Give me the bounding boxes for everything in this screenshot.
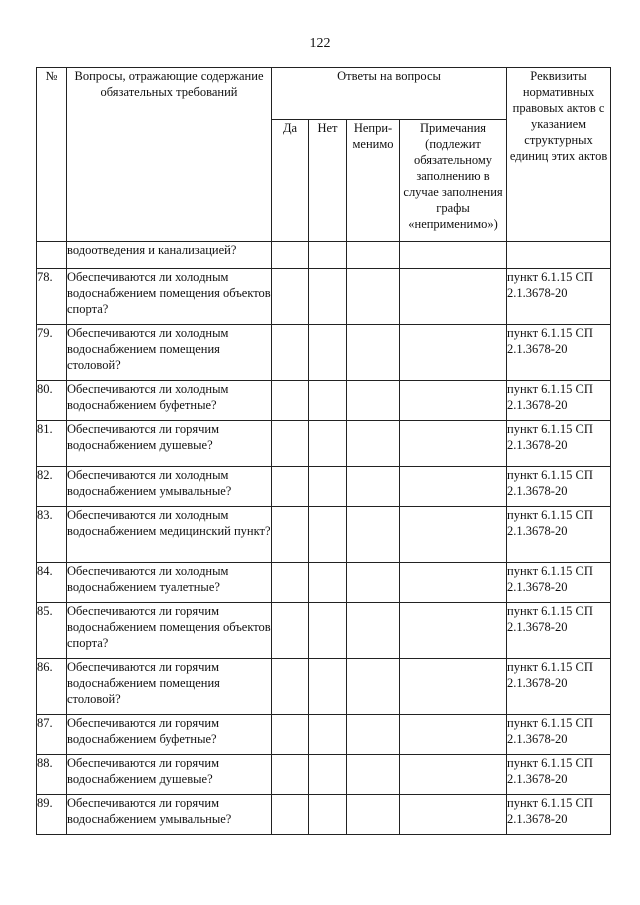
answer-yes-cell[interactable]	[272, 242, 309, 269]
answer-yes-cell[interactable]	[272, 325, 309, 381]
continuation-row	[37, 242, 611, 269]
header-no: Нет	[309, 120, 347, 242]
table-row	[37, 603, 611, 659]
row-requisites: пункт 6.1.15 СП 2.1.3678-20	[507, 795, 611, 835]
answer-no-cell[interactable]	[309, 715, 347, 755]
row-number: 89.	[37, 795, 67, 835]
table-row	[37, 795, 611, 835]
table-row	[37, 563, 611, 603]
answer-yes-cell[interactable]	[272, 467, 309, 507]
table-row	[37, 755, 611, 795]
answer-yes-cell[interactable]	[272, 269, 309, 325]
notes-cell[interactable]	[400, 381, 507, 421]
notes-cell[interactable]	[400, 269, 507, 325]
row-number: 83.	[37, 507, 67, 563]
answer-na-cell[interactable]	[347, 242, 400, 269]
row-number: 82.	[37, 467, 67, 507]
table-header	[37, 68, 611, 242]
page-number: 122	[309, 36, 331, 51]
row-question: Обеспечиваются ли горячим водоснабжением умывальные?	[67, 795, 272, 835]
table-row	[37, 467, 611, 507]
header-yes: Да	[272, 120, 309, 242]
header-requisites: Реквизиты нормативных правовых актов с указанием структурных единиц этих актов	[507, 68, 611, 242]
answer-yes-cell[interactable]	[272, 603, 309, 659]
row-number: 80.	[37, 381, 67, 421]
notes-cell[interactable]	[400, 755, 507, 795]
answer-yes-cell[interactable]	[272, 715, 309, 755]
notes-cell[interactable]	[400, 603, 507, 659]
row-question: Обеспечиваются ли холодным водоснабжением туалетные?	[67, 563, 272, 603]
answer-na-cell[interactable]	[347, 795, 400, 835]
notes-cell[interactable]	[400, 242, 507, 269]
table-row	[37, 421, 611, 467]
answer-no-cell[interactable]	[309, 563, 347, 603]
notes-cell[interactable]	[400, 563, 507, 603]
row-question: Обеспечиваются ли холодным водоснабжением буфетные?	[67, 381, 272, 421]
answer-na-cell[interactable]	[347, 659, 400, 715]
row-question: Обеспечиваются ли горячим водоснабжением помещения объектов спорта?	[67, 603, 272, 659]
header-question: Вопросы, отражающие содержание обязательных требований	[67, 68, 272, 242]
table-row	[37, 269, 611, 325]
row-number: 85.	[37, 603, 67, 659]
notes-cell[interactable]	[400, 421, 507, 467]
row-requisites: пункт 6.1.15 СП 2.1.3678-20	[507, 507, 611, 563]
answer-no-cell[interactable]	[309, 421, 347, 467]
row-requisites: пункт 6.1.15 СП 2.1.3678-20	[507, 603, 611, 659]
answer-na-cell[interactable]	[347, 715, 400, 755]
requisites-cell	[507, 242, 611, 269]
row-requisites: пункт 6.1.15 СП 2.1.3678-20	[507, 659, 611, 715]
notes-cell[interactable]	[400, 659, 507, 715]
row-number: 86.	[37, 659, 67, 715]
row-number: 87.	[37, 715, 67, 755]
answer-na-cell[interactable]	[347, 603, 400, 659]
answer-no-cell[interactable]	[309, 467, 347, 507]
row-number: 78.	[37, 269, 67, 325]
answer-no-cell[interactable]	[309, 755, 347, 795]
row-requisites: пункт 6.1.15 СП 2.1.3678-20	[507, 269, 611, 325]
row-number: 88.	[37, 755, 67, 795]
row-question: Обеспечиваются ли горячим водоснабжением буфетные?	[67, 715, 272, 755]
row-question: Обеспечиваются ли холодным водоснабжением умывальные?	[67, 467, 272, 507]
answer-na-cell[interactable]	[347, 269, 400, 325]
notes-cell[interactable]	[400, 507, 507, 563]
answer-na-cell[interactable]	[347, 421, 400, 467]
row-question: Обеспечиваются ли горячим водоснабжением душевые?	[67, 421, 272, 467]
row-number: 84.	[37, 563, 67, 603]
table-row	[37, 325, 611, 381]
table-row	[37, 659, 611, 715]
answer-no-cell[interactable]	[309, 795, 347, 835]
row-requisites: пункт 6.1.15 СП 2.1.3678-20	[507, 421, 611, 467]
answer-na-cell[interactable]	[347, 467, 400, 507]
answer-no-cell[interactable]	[309, 659, 347, 715]
answer-na-cell[interactable]	[347, 507, 400, 563]
row-requisites: пункт 6.1.15 СП 2.1.3678-20	[507, 755, 611, 795]
answer-na-cell[interactable]	[347, 381, 400, 421]
answer-na-cell[interactable]	[347, 755, 400, 795]
checklist-table	[36, 67, 611, 835]
table-row	[37, 381, 611, 421]
notes-cell[interactable]	[400, 325, 507, 381]
answer-yes-cell[interactable]	[272, 507, 309, 563]
table-row	[37, 507, 611, 563]
row-requisites: пункт 6.1.15 СП 2.1.3678-20	[507, 563, 611, 603]
header-not-applicable: Непри-менимо	[347, 120, 400, 242]
answer-yes-cell[interactable]	[272, 563, 309, 603]
answer-yes-cell[interactable]	[272, 795, 309, 835]
answer-no-cell[interactable]	[309, 603, 347, 659]
answer-yes-cell[interactable]	[272, 421, 309, 467]
row-requisites: пункт 6.1.15 СП 2.1.3678-20	[507, 381, 611, 421]
header-number: №	[37, 68, 67, 242]
table-row	[37, 715, 611, 755]
header-answers: Ответы на вопросы	[272, 68, 507, 120]
table-body	[37, 242, 611, 835]
row-number: 81.	[37, 421, 67, 467]
continuation-num-cell	[37, 242, 67, 269]
row-number: 79.	[37, 325, 67, 381]
answer-na-cell[interactable]	[347, 325, 400, 381]
row-requisites: пункт 6.1.15 СП 2.1.3678-20	[507, 715, 611, 755]
row-question: Обеспечиваются ли горячим водоснабжением помещения столовой?	[67, 659, 272, 715]
answer-no-cell[interactable]	[309, 325, 347, 381]
header-notes: Примечания (подлежит обязательному заполнению в случае заполнения графы «неприменимо»)	[400, 120, 507, 242]
row-requisites: пункт 6.1.15 СП 2.1.3678-20	[507, 467, 611, 507]
row-question: Обеспечиваются ли холодным водоснабжением помещения объектов спорта?	[67, 269, 272, 325]
answer-no-cell[interactable]	[309, 381, 347, 421]
answer-no-cell[interactable]	[309, 269, 347, 325]
row-question: Обеспечиваются ли холодным водоснабжением помещения столовой?	[67, 325, 272, 381]
answer-yes-cell[interactable]	[272, 755, 309, 795]
answer-no-cell[interactable]	[309, 507, 347, 563]
row-question: Обеспечиваются ли холодным водоснабжением медицинский пункт?	[67, 507, 272, 563]
row-question: Обеспечиваются ли горячим водоснабжением душевые?	[67, 755, 272, 795]
answer-na-cell[interactable]	[347, 563, 400, 603]
notes-cell[interactable]	[400, 467, 507, 507]
row-requisites: пункт 6.1.15 СП 2.1.3678-20	[507, 325, 611, 381]
answer-yes-cell[interactable]	[272, 659, 309, 715]
notes-cell[interactable]	[400, 795, 507, 835]
notes-cell[interactable]	[400, 715, 507, 755]
continuation-question: водоотведения и канализацией?	[67, 242, 272, 269]
answer-yes-cell[interactable]	[272, 381, 309, 421]
answer-no-cell[interactable]	[309, 242, 347, 269]
